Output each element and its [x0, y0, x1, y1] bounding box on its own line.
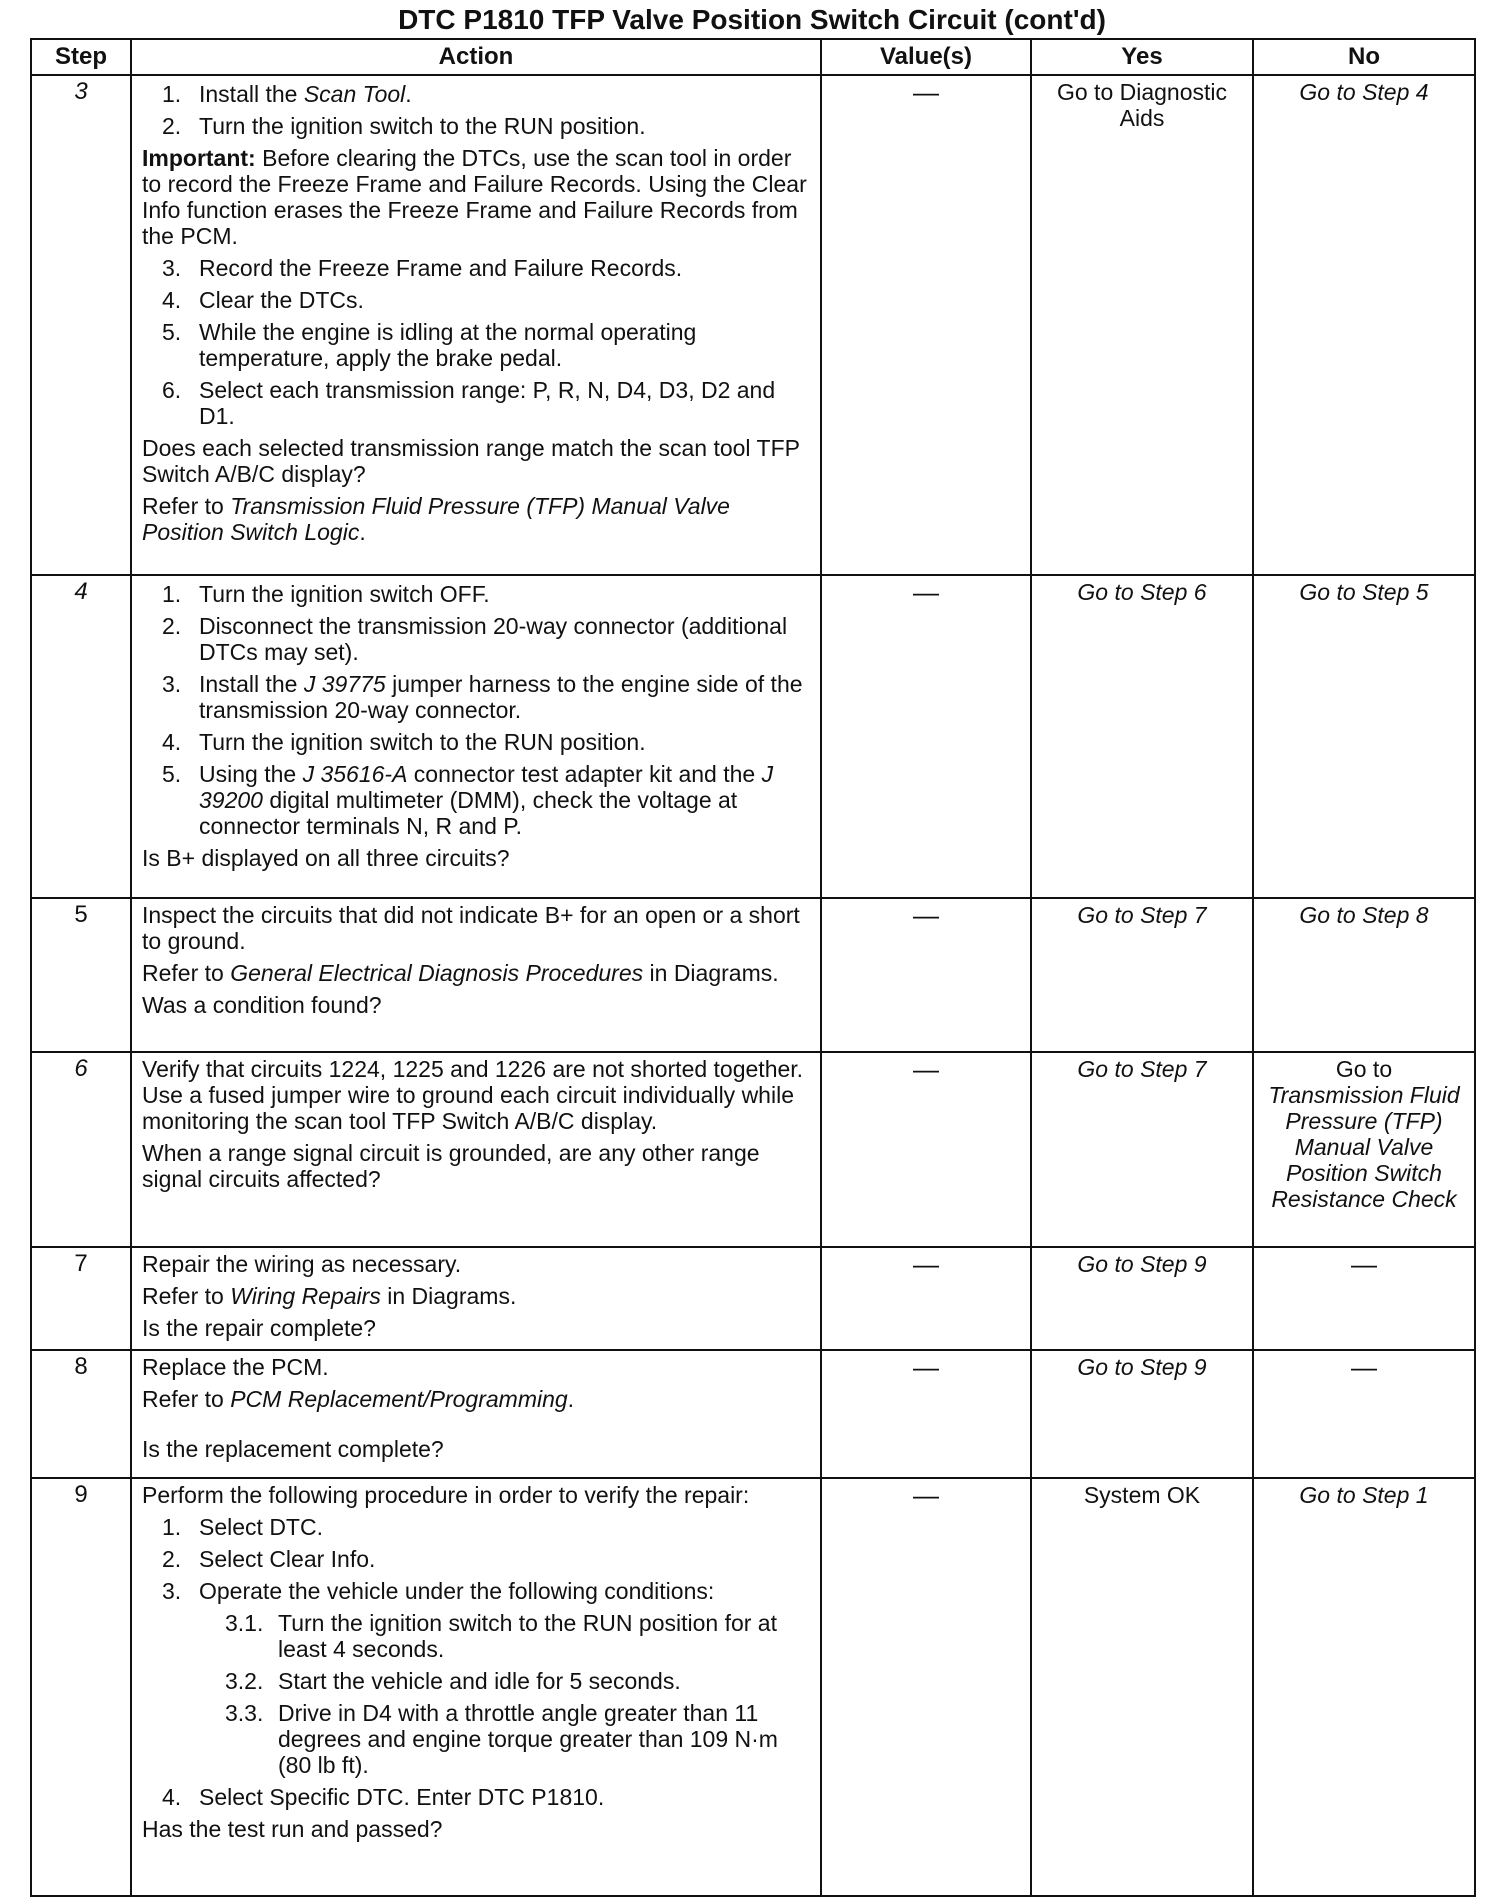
- table-row-step-5: [31, 898, 1475, 1052]
- action-cell: [131, 575, 821, 898]
- action-text: Replace the PCM.: [142, 1354, 329, 1380]
- question-text: Is the repair complete?: [142, 1315, 376, 1341]
- yes-cell: Go to Step 9: [1031, 1350, 1253, 1478]
- procedure-item: 2. Select Clear Info.: [162, 1546, 376, 1572]
- step-number: 3: [31, 75, 131, 575]
- question-text: Is B+ displayed on all three circuits?: [142, 845, 510, 871]
- procedure-item: 3. Operate the vehicle under the following conditions:: [162, 1578, 715, 1604]
- header-values: Value(s): [821, 39, 1031, 75]
- table-row-step-3: [31, 75, 1475, 575]
- procedure-item: 6. Select each transmission range: P, R, N, D4, D3, D2 and D1.: [162, 377, 776, 429]
- procedure-item: 3. Install the J 39775 jumper harness to the engine side of the transmission 20-way connector.: [162, 671, 803, 723]
- question-text: Is the replacement complete?: [142, 1436, 444, 1462]
- action-cell: [131, 1052, 821, 1247]
- table-row-step-9: [31, 1478, 1475, 1896]
- procedure-item: 5. Using the J 35616-A connector test adapter kit and the J 39200 digital multimeter (DMM), check the voltage at connector terminals N, R and P.: [162, 761, 774, 839]
- table-row-step-7: [31, 1247, 1475, 1350]
- no-cell: —: [1253, 1247, 1475, 1350]
- header-action: Action: [131, 39, 821, 75]
- sub-procedure-item: 3.3. Drive in D4 with a throttle angle greater than 11 degrees and engine torque greater than 109 N·m (80 lb ft).: [225, 1700, 778, 1778]
- header-no: No: [1253, 39, 1475, 75]
- yes-cell: Go to Step 7: [1031, 898, 1253, 1052]
- no-cell: Go to Step 5: [1253, 575, 1475, 898]
- step-number: 7: [31, 1247, 131, 1350]
- procedure-item: 1. Install the Scan Tool.: [162, 81, 412, 107]
- procedure-item: 1. Select DTC.: [162, 1514, 323, 1540]
- table-row-step-4: [31, 575, 1475, 898]
- action-cell: [131, 1247, 821, 1350]
- value-cell: —: [821, 1478, 1031, 1896]
- step-number: 8: [31, 1350, 131, 1478]
- refer-text: Refer to General Electrical Diagnosis Procedures in Diagrams.: [142, 960, 779, 986]
- step-number: 4: [31, 575, 131, 898]
- refer-text: Refer to Wiring Repairs in Diagrams.: [142, 1283, 517, 1309]
- important-note: Important: Before clearing the DTCs, use the scan tool in order to record the Freeze Frame and Failure Records. Using the Clear Info function erases the Freeze Frame and Failure Records from the PCM.: [142, 145, 807, 249]
- action-cell: [131, 1478, 821, 1896]
- action-cell: [131, 1350, 821, 1478]
- table-row-step-6: [31, 1052, 1475, 1247]
- no-cell: Go to Step 4: [1253, 75, 1475, 575]
- no-cell: Go to Step 8: [1253, 898, 1475, 1052]
- procedure-item: 5. While the engine is idling at the normal operating temperature, apply the brake pedal.: [162, 319, 697, 371]
- sub-procedure-item: 3.1. Turn the ignition switch to the RUN position for at least 4 seconds.: [225, 1610, 777, 1662]
- yes-cell: Go to Diagnostic Aids: [1031, 75, 1253, 575]
- no-cell: [1253, 1052, 1475, 1247]
- page-title: DTC P1810 TFP Valve Position Switch Circuit (cont'd): [398, 4, 1106, 35]
- step-number: 9: [31, 1478, 131, 1896]
- value-cell: —: [821, 1052, 1031, 1247]
- header-step: Step: [31, 39, 131, 75]
- value-cell: —: [821, 1247, 1031, 1350]
- procedure-item: 2. Disconnect the transmission 20-way connector (additional DTCs may set).: [162, 613, 788, 665]
- procedure-item: 4. Clear the DTCs.: [162, 287, 364, 313]
- action-cell: [131, 75, 821, 575]
- yes-cell: Go to Step 6: [1031, 575, 1253, 898]
- action-text: Perform the following procedure in order to verify the repair:: [142, 1482, 750, 1508]
- question-text: Was a condition found?: [142, 992, 382, 1018]
- diagnostic-table: [30, 38, 1476, 1897]
- sub-procedure-item: 3.2. Start the vehicle and idle for 5 seconds.: [225, 1668, 681, 1694]
- no-cell: —: [1253, 1350, 1475, 1478]
- value-cell: —: [821, 575, 1031, 898]
- question-text: Does each selected transmission range match the scan tool TFP Switch A/B/C display?: [142, 435, 800, 487]
- action-cell: [131, 898, 821, 1052]
- table-row-step-8: [31, 1350, 1475, 1478]
- procedure-item: 3. Record the Freeze Frame and Failure Records.: [162, 255, 683, 281]
- action-text: Inspect the circuits that did not indicate B+ for an open or a short to ground.: [142, 902, 800, 954]
- value-cell: —: [821, 898, 1031, 1052]
- value-cell: —: [821, 75, 1031, 575]
- step-number: 6: [31, 1052, 131, 1247]
- procedure-item: 2. Turn the ignition switch to the RUN position.: [162, 113, 646, 139]
- refer-text: Refer to Transmission Fluid Pressure (TFP) Manual Valve Position Switch Logic.: [142, 493, 730, 545]
- question-text: Has the test run and passed?: [142, 1816, 443, 1842]
- action-text: Repair the wiring as necessary.: [142, 1251, 462, 1277]
- question-text: When a range signal circuit is grounded, are any other range signal circuits affected?: [142, 1140, 760, 1192]
- value-cell: —: [821, 1350, 1031, 1478]
- procedure-item: 4. Turn the ignition switch to the RUN position.: [162, 729, 646, 755]
- procedure-item: 1. Turn the ignition switch OFF.: [162, 581, 490, 607]
- yes-cell: Go to Step 7: [1031, 1052, 1253, 1247]
- action-text: Verify that circuits 1224, 1225 and 1226 are not shorted together. Use a fused jumper wire to ground each circuit individually while monitoring the scan tool TFP Switch A/B/C display.: [142, 1056, 804, 1134]
- no-cell: Go to Step 1: [1253, 1478, 1475, 1896]
- step-number: 5: [31, 898, 131, 1052]
- procedure-item: 4. Select Specific DTC. Enter DTC P1810.: [162, 1784, 605, 1810]
- yes-cell: System OK: [1031, 1478, 1253, 1896]
- refer-text: Refer to PCM Replacement/Programming.: [142, 1386, 575, 1412]
- header-yes: Yes: [1031, 39, 1253, 75]
- no-goto-text: Go to: [1335, 1056, 1393, 1082]
- no-goto-link: Transmission Fluid Pressure (TFP) Manual Valve Position Switch Resistance Check: [1268, 1082, 1460, 1212]
- header-row: [31, 39, 1475, 75]
- yes-cell: Go to Step 9: [1031, 1247, 1253, 1350]
